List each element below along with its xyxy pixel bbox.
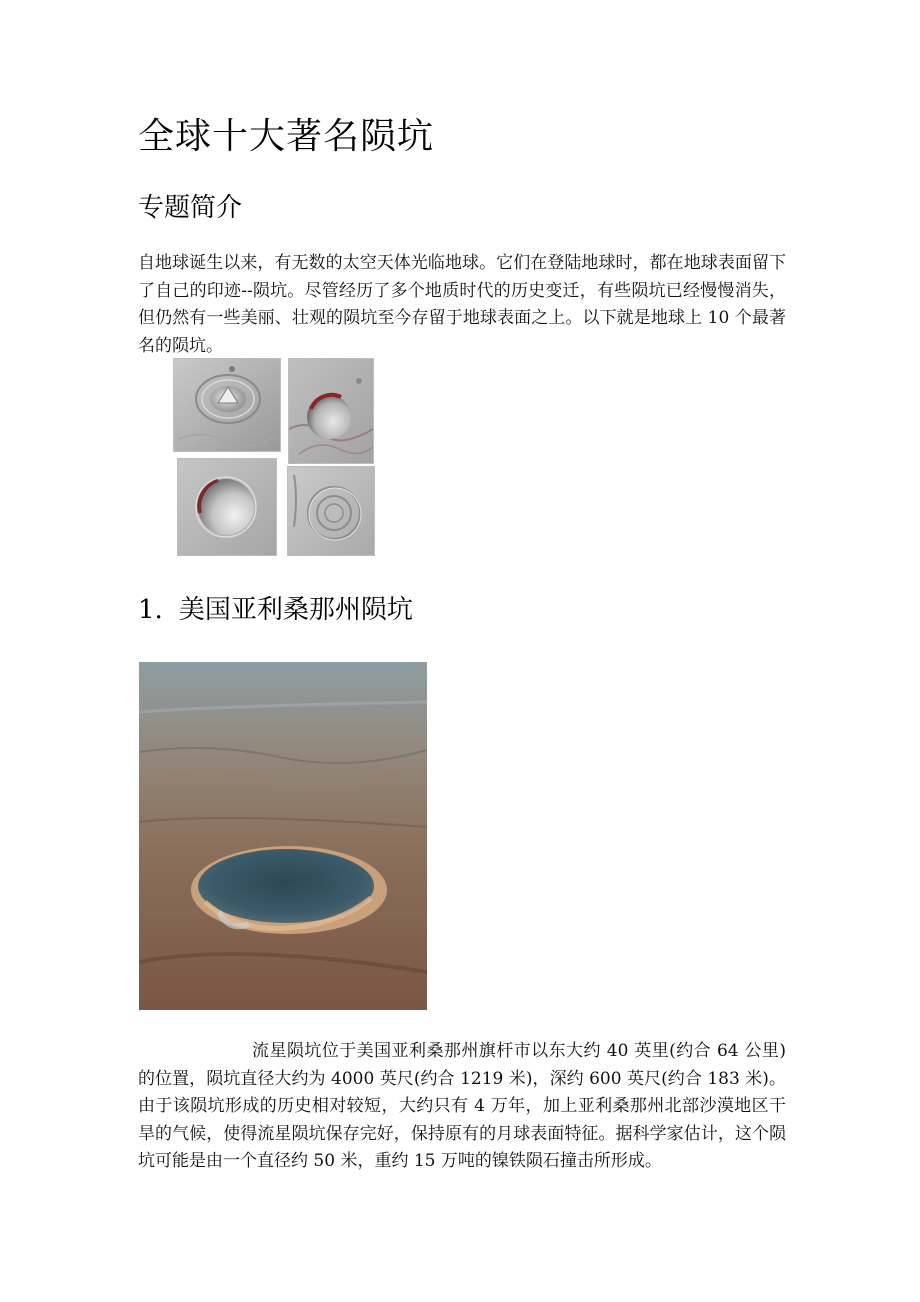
crater-red-rim-image [288,358,374,464]
meteor-crater-aerial-photo [139,662,427,1010]
intro-heading: 专题简介 [138,193,243,223]
arizona-paragraph: 流星陨坑位于美国亚利桑那州旗杆市以东大约 40 英里(约合 64 公里)的位置，陨坑直径大约为 4000 英尺(约合 1219 米)，深约 600 英尺(约合 183 米)。由于该陨坑形成的历史相对较短，大约只有 4 万年，加上亚利桑那州北部沙漠地区干旱的气候，使得流星陨坑保存完好，保持原有的月球表面特征。据科学家估计，这个陨坑可能是由一个直径约 50 米，重约 15 万吨的镍铁陨石撞击所形成。 [138,1041,786,1171]
crater-concentric-rings-image [287,466,375,556]
intro-paragraph: 自地球诞生以来，有无数的太空天体光临地球。它们在登陆地球时，都在地球表面留下了自己的印迹--陨坑。尽管经历了多个地质时代的历史变迁，有些陨坑已经慢慢消失，但仍然有一些美丽、壮观的陨坑至今存留于地球表面之上。以下就是地球上 10 个最著名的陨坑。 [138,253,786,356]
section-heading-arizona [138,590,413,630]
crater-central-peak-image [173,358,281,452]
crater-bowl-image [177,458,277,556]
document-title: 全球十大著名陨坑 [138,116,435,157]
section-number: 1. [138,595,163,625]
section-title: 美国亚利桑那州陨坑 [178,595,413,625]
